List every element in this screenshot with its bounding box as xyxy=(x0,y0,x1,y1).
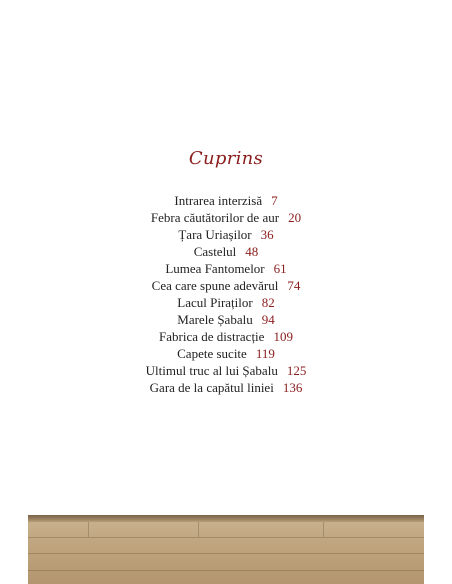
floor-plank-line xyxy=(28,553,424,554)
entry-page-number: 74 xyxy=(287,278,301,293)
floor-seam xyxy=(88,522,89,537)
entry-title: Cea care spune adevărul xyxy=(151,278,279,293)
entry-title: Febra căutătorilor de aur xyxy=(150,210,280,225)
entry-title: Lumea Fantomelor xyxy=(165,261,265,276)
entry-page-number: 136 xyxy=(282,380,303,395)
entry-page-number: 20 xyxy=(288,210,302,225)
entry-page-number: 125 xyxy=(286,363,307,378)
entry-title: Ultimul truc al lui Șabalu xyxy=(145,363,278,378)
entry-title: Intrarea interzisă xyxy=(174,193,263,208)
entry-page-number: 119 xyxy=(255,346,275,361)
entry-title: Castelul xyxy=(193,244,237,259)
floor-seam xyxy=(198,522,199,537)
entry-title: Lacul Piraților xyxy=(177,295,253,310)
entry-page-number: 48 xyxy=(245,244,259,259)
contents-entry xyxy=(0,345,452,362)
contents-entry xyxy=(0,192,452,209)
wooden-floor-illustration xyxy=(28,515,424,584)
entry-page-number: 36 xyxy=(260,227,274,242)
entry-page-number: 7 xyxy=(271,193,278,208)
entry-page-number: 109 xyxy=(273,329,293,344)
entry-title: Gara de la capătul liniei xyxy=(149,380,274,395)
entry-title: Fabrica de distracție xyxy=(159,329,265,344)
entry-page-number: 61 xyxy=(273,261,287,276)
floor-edge xyxy=(28,515,424,522)
contents-list xyxy=(0,192,452,396)
contents-entry xyxy=(0,294,452,311)
entry-title: Țara Uriașilor xyxy=(178,227,252,242)
floor-seam xyxy=(323,522,324,537)
entry-page-number: 94 xyxy=(261,312,275,327)
entry-page-number: 82 xyxy=(261,295,275,310)
floor-plank-line xyxy=(28,570,424,571)
contents-entry xyxy=(0,362,452,379)
contents-entry xyxy=(0,311,452,328)
contents-entry xyxy=(0,209,452,226)
floor-plank-line xyxy=(28,537,424,538)
contents-entry xyxy=(0,260,452,277)
contents-entry xyxy=(0,226,452,243)
contents-entry xyxy=(0,277,452,294)
contents-entry xyxy=(0,379,452,396)
entry-title: Marele Șabalu xyxy=(177,312,253,327)
entry-title: Capete sucite xyxy=(177,346,247,361)
contents-entry xyxy=(0,328,452,345)
contents-entry xyxy=(0,243,452,260)
contents-title: Cuprins xyxy=(188,148,264,169)
